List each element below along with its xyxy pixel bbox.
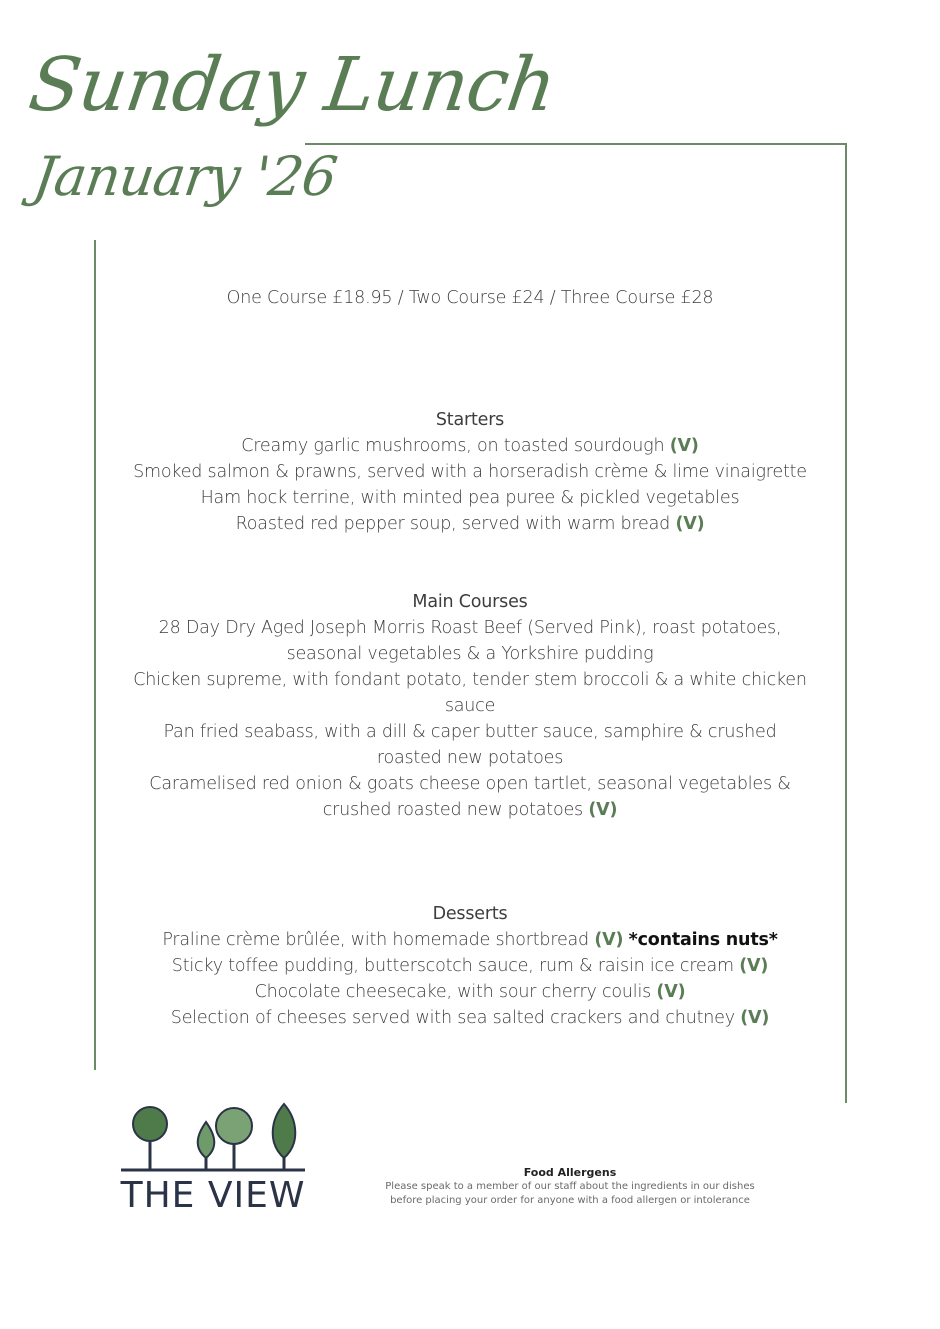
item-line: sauce [444, 696, 496, 716]
starters-section [120, 407, 820, 537]
vegetarian-badge: (V) [656, 982, 686, 1002]
item-line: crushed roasted new potatoes [322, 800, 583, 820]
pointed-tree-icon [273, 1104, 296, 1158]
allergen-notice [380, 1166, 760, 1208]
vegetarian-badge: (V) [675, 514, 705, 534]
starter-item [120, 485, 820, 511]
item-line: 28 Day Dry Aged Joseph Morris Roast Beef (Served Pink), roast potatoes, [158, 618, 782, 638]
item-text: Selection of cheeses served with sea salted crackers and chutney [170, 1008, 735, 1028]
pointed-tree-icon [198, 1122, 215, 1158]
main-item [120, 615, 820, 667]
frame-left-rule [94, 240, 96, 1070]
course-pricing: One Course £18.95 / Two Course £24 / Three Course £28 [226, 288, 714, 308]
item-text: Roasted red pepper soup, served with warm bread [235, 514, 671, 534]
desserts-section [120, 901, 820, 1031]
item-text: Praline crème brûlée, with homemade shortbread [162, 930, 589, 950]
allergen-line: Please speak to a member of our staff about the ingredients in our dishes [385, 1181, 755, 1192]
the-view-logo-text: THE VIEW [120, 1175, 306, 1216]
frame-top-rule [305, 143, 847, 145]
allergen-title: Food Allergens [523, 1166, 617, 1179]
item-line: Pan fried seabass, with a dill & caper butter sauce, samphire & crushed [163, 722, 777, 742]
item-text: Creamy garlic mushrooms, on toasted sourdough [241, 436, 665, 456]
menu-subtitle: January '26 [29, 145, 341, 208]
starter-item [120, 433, 820, 459]
section-spacer [120, 537, 820, 589]
menu-body [120, 285, 820, 1031]
nut-warning: *contains nuts* [628, 930, 778, 950]
mains-section [120, 589, 820, 823]
vegetarian-badge: (V) [588, 800, 618, 820]
vegetarian-badge: (V) [594, 930, 624, 950]
section-spacer [120, 823, 820, 901]
main-item [120, 667, 820, 719]
dessert-item [120, 979, 820, 1005]
dessert-item [120, 953, 820, 979]
menu-title: Sunday Lunch [23, 42, 561, 128]
allergen-line: before placing your order for anyone with a food allergen or intolerance [390, 1195, 750, 1206]
vegetarian-badge: (V) [739, 956, 769, 976]
main-item [120, 719, 820, 771]
round-tree-icon [216, 1108, 252, 1144]
starters-heading: Starters [435, 410, 505, 430]
desserts-heading: Desserts [432, 904, 508, 924]
item-text: Smoked salmon & prawns, served with a horseradish crème & lime vinaigrette [133, 462, 807, 482]
item-text: Ham hock terrine, with minted pea puree & pickled vegetables [200, 488, 740, 508]
item-text: Sticky toffee pudding, butterscotch sauce, rum & raisin ice cream [171, 956, 734, 976]
dessert-item [120, 1005, 820, 1031]
item-text: Chocolate cheesecake, with sour cherry coulis [254, 982, 652, 1002]
main-item [120, 771, 820, 823]
starter-item [120, 459, 820, 485]
item-line: Caramelised red onion & goats cheese open tartlet, seasonal vegetables & [149, 774, 791, 794]
item-line: Chicken supreme, with fondant potato, tender stem broccoli & a white chicken [133, 670, 807, 690]
item-line: roasted new potatoes [376, 748, 564, 768]
vegetarian-badge: (V) [669, 436, 699, 456]
starter-item [120, 511, 820, 537]
dessert-item [120, 927, 820, 953]
round-tree-icon [133, 1107, 167, 1141]
mains-heading: Main Courses [412, 592, 528, 612]
vegetarian-badge: (V) [740, 1008, 770, 1028]
frame-right-rule [845, 143, 847, 1103]
section-spacer [120, 367, 820, 407]
item-line: seasonal vegetables & a Yorkshire pudding [286, 644, 654, 664]
